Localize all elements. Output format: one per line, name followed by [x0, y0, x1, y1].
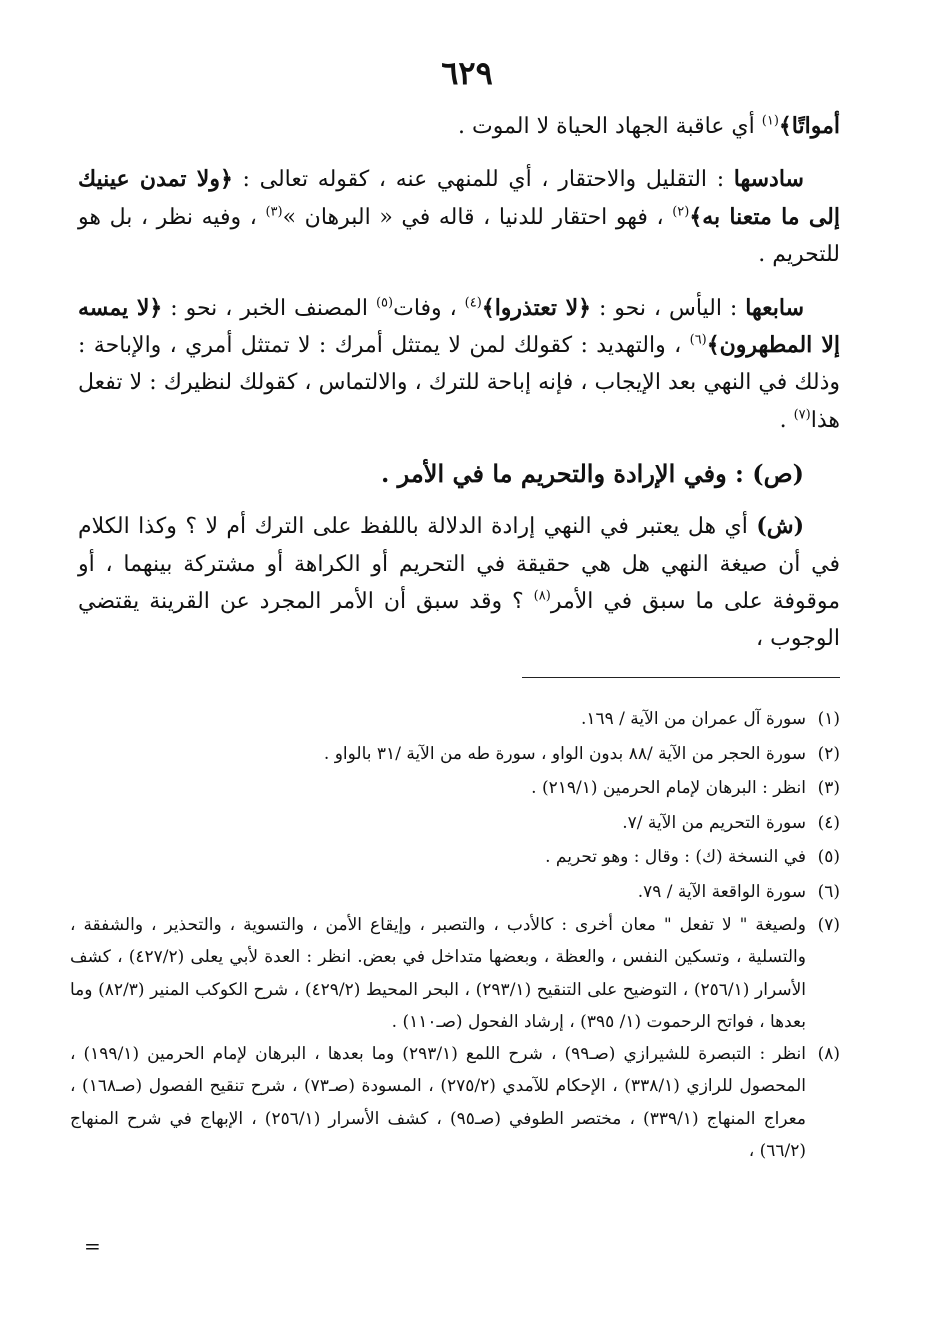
footnote-4 — [70, 806, 840, 841]
paragraph-1 — [78, 108, 840, 145]
paragraph-label: سادسها — [733, 166, 804, 193]
footnote-5 — [70, 840, 840, 875]
footnote-1 — [70, 702, 840, 737]
footnote-ref-8[interactable]: (٨) — [533, 588, 551, 604]
footnote-8 — [70, 1038, 840, 1167]
footnote-number: (٣) — [817, 778, 840, 798]
paragraph-text: ، وفيه نظر ، بل هو للتحريم . — [78, 204, 840, 268]
verse-quote: ﴿ولا تمدن عينيك إلى ما متعنا به﴾ — [78, 166, 840, 230]
footnote-text: سورة الحجر من الآية /٨٨ بدون الواو ، سورة طه من الآية /٣١ بالواو . — [323, 743, 806, 764]
footnote-number: (٨) — [817, 1044, 840, 1065]
footnote-2 — [70, 737, 840, 772]
footnote-text: ولصيغة " لا تفعل " معان أخرى : كالأدب ، والتصبر ، وإيقاع الأمن ، والتسوية ، والتحذير ، والشفقة ، والتسلية ، وتسكين النفس ، والعظة ، وبعضها متداخل في بعض. انظر : العدة لأبي يعلى (٤٢٧/٢) ، كشف الأسرار (٢٥٦/١) ، التوضيح على التنقيح (٢٩٣/١) ، البحر المحيط (٤٢٩/٢) ، شرح الكوكب المنير (٨٢/٣) وما بعدها ، فواتح الرحموت (١/ ٣٩٥) ، إرشاد الفحول (صـ١١٠) . — [70, 915, 806, 1032]
paragraph-sixth — [78, 161, 840, 273]
footnote-ref-1[interactable]: (١) — [761, 113, 779, 129]
paragraph-text: : اليأس ، نحو : — [591, 295, 746, 321]
footnote-6 — [70, 875, 840, 910]
paragraph-text: أي هل يعتبر في النهي إرادة الدلالة باللفظ على الترك أم لا ؟ وكذا الكلام في أن صيغة النهي هل هي حقيقة في التحريم أو الكراهة أو مشتركة بينهما ، أو موقوفة على ما سبق في الأمر — [78, 514, 840, 615]
footnote-divider — [522, 677, 840, 678]
footnote-ref-4[interactable]: (٤) — [464, 295, 482, 311]
footnotes — [70, 702, 840, 1167]
footnote-text: انظر : البرهان لإمام الحرمين (٢١٩/١) . — [531, 778, 806, 798]
verse-quote: ﴿لا يمسه إلا المطهرون﴾ — [78, 294, 840, 359]
paragraph-text: ؟ وقد سبق أن الأمر المجرد عن القرينة يقتضي الوجوب ، — [78, 589, 840, 652]
paragraph-text: ، فهو احتقار للدنيا ، قاله في « البرهان » — [282, 204, 673, 230]
verse-quote: ﴿لا تعتذروا﴾ — [481, 294, 592, 321]
footnote-number: (٧) — [817, 915, 840, 935]
main-text — [78, 108, 840, 658]
footnote-text: سورة الواقعة الآية / ٧٩. — [637, 881, 806, 902]
footnote-text: انظر : التبصرة للشيرازي (صـ٩٩) ، شرح اللمع (٢٩٣/١) وما بعدها ، البرهان لإمام الحرمين (١٩٩/١) ، المحصول للرازي (٣٣٨/١) ، الإحكام للآمدي (٢٧٥/٢) ، المسودة (صـ٧٣) ، شرح تنقيح الفصول (صـ١٦٨) ، معراج المنهاج (٣٣٩/١) ، مختصر الطوفي (صـ٩٥) ، كشف الأسرار (٢٥٦/١) ، الإبهاج في شرح المنهاج (٦٦/٢) ، — [70, 1044, 806, 1162]
footnote-text: سورة آل عمران من الآية / ١٦٩. — [580, 709, 806, 729]
paragraph-text: المصنف الخبر ، نحو : — [162, 295, 376, 321]
paragraph-text: ، والتهديد : كقولك لمن لا يمتثل أمرك : لا تمتثل أمري ، والإباحة : وذلك في النهي بعد الإيجاب ، فإنه إباحة للترك ، والالتماس ، كقولك لنظيرك : لا تفعل هذا — [78, 333, 840, 433]
footnote-ref-2[interactable]: (٢) — [672, 204, 690, 220]
paragraph-text: أي عاقبة الجهاد الحياة لا الموت . — [458, 114, 762, 139]
paragraph-text: : التقليل والاحتقار ، أي للمنهي عنه ، كقوله تعالى : — [232, 167, 734, 193]
paragraph-label: سابعها — [745, 294, 804, 321]
footnote-ref-6[interactable]: (٦) — [689, 332, 707, 348]
paragraph-commentary — [78, 508, 840, 658]
footnote-text: سورة التحريم من الآية /٧. — [622, 812, 806, 833]
paragraph-label: (ش) — [756, 513, 804, 540]
footnote-ref-3[interactable]: (٣) — [265, 204, 283, 220]
paragraph-text: . — [779, 407, 794, 433]
footnote-number: (٤) — [817, 812, 840, 833]
footnote-number: (٢) — [817, 743, 840, 764]
footnote-number: (١) — [817, 709, 840, 729]
verse-fragment: أمواتًا﴾ — [778, 113, 840, 139]
footnote-ref-7[interactable]: (٧) — [793, 407, 811, 423]
footnote-number: (٥) — [817, 847, 840, 867]
page-number: ٦٢٩ — [441, 54, 493, 92]
continuation-mark: = — [84, 1234, 101, 1258]
paragraph-seventh — [78, 290, 840, 440]
section-heading: (ص) : وفي الإرادة والتحريم ما في الأمر . — [380, 459, 804, 489]
footnote-text: في النسخة (ك) : وقال : وهو تحريم . — [545, 847, 806, 867]
paragraph-text: ، وفات — [393, 295, 465, 321]
footnote-7 — [70, 909, 840, 1038]
footnote-3 — [70, 771, 840, 806]
footnote-ref-5[interactable]: (٥) — [375, 295, 394, 311]
footnote-number: (٦) — [817, 881, 840, 902]
